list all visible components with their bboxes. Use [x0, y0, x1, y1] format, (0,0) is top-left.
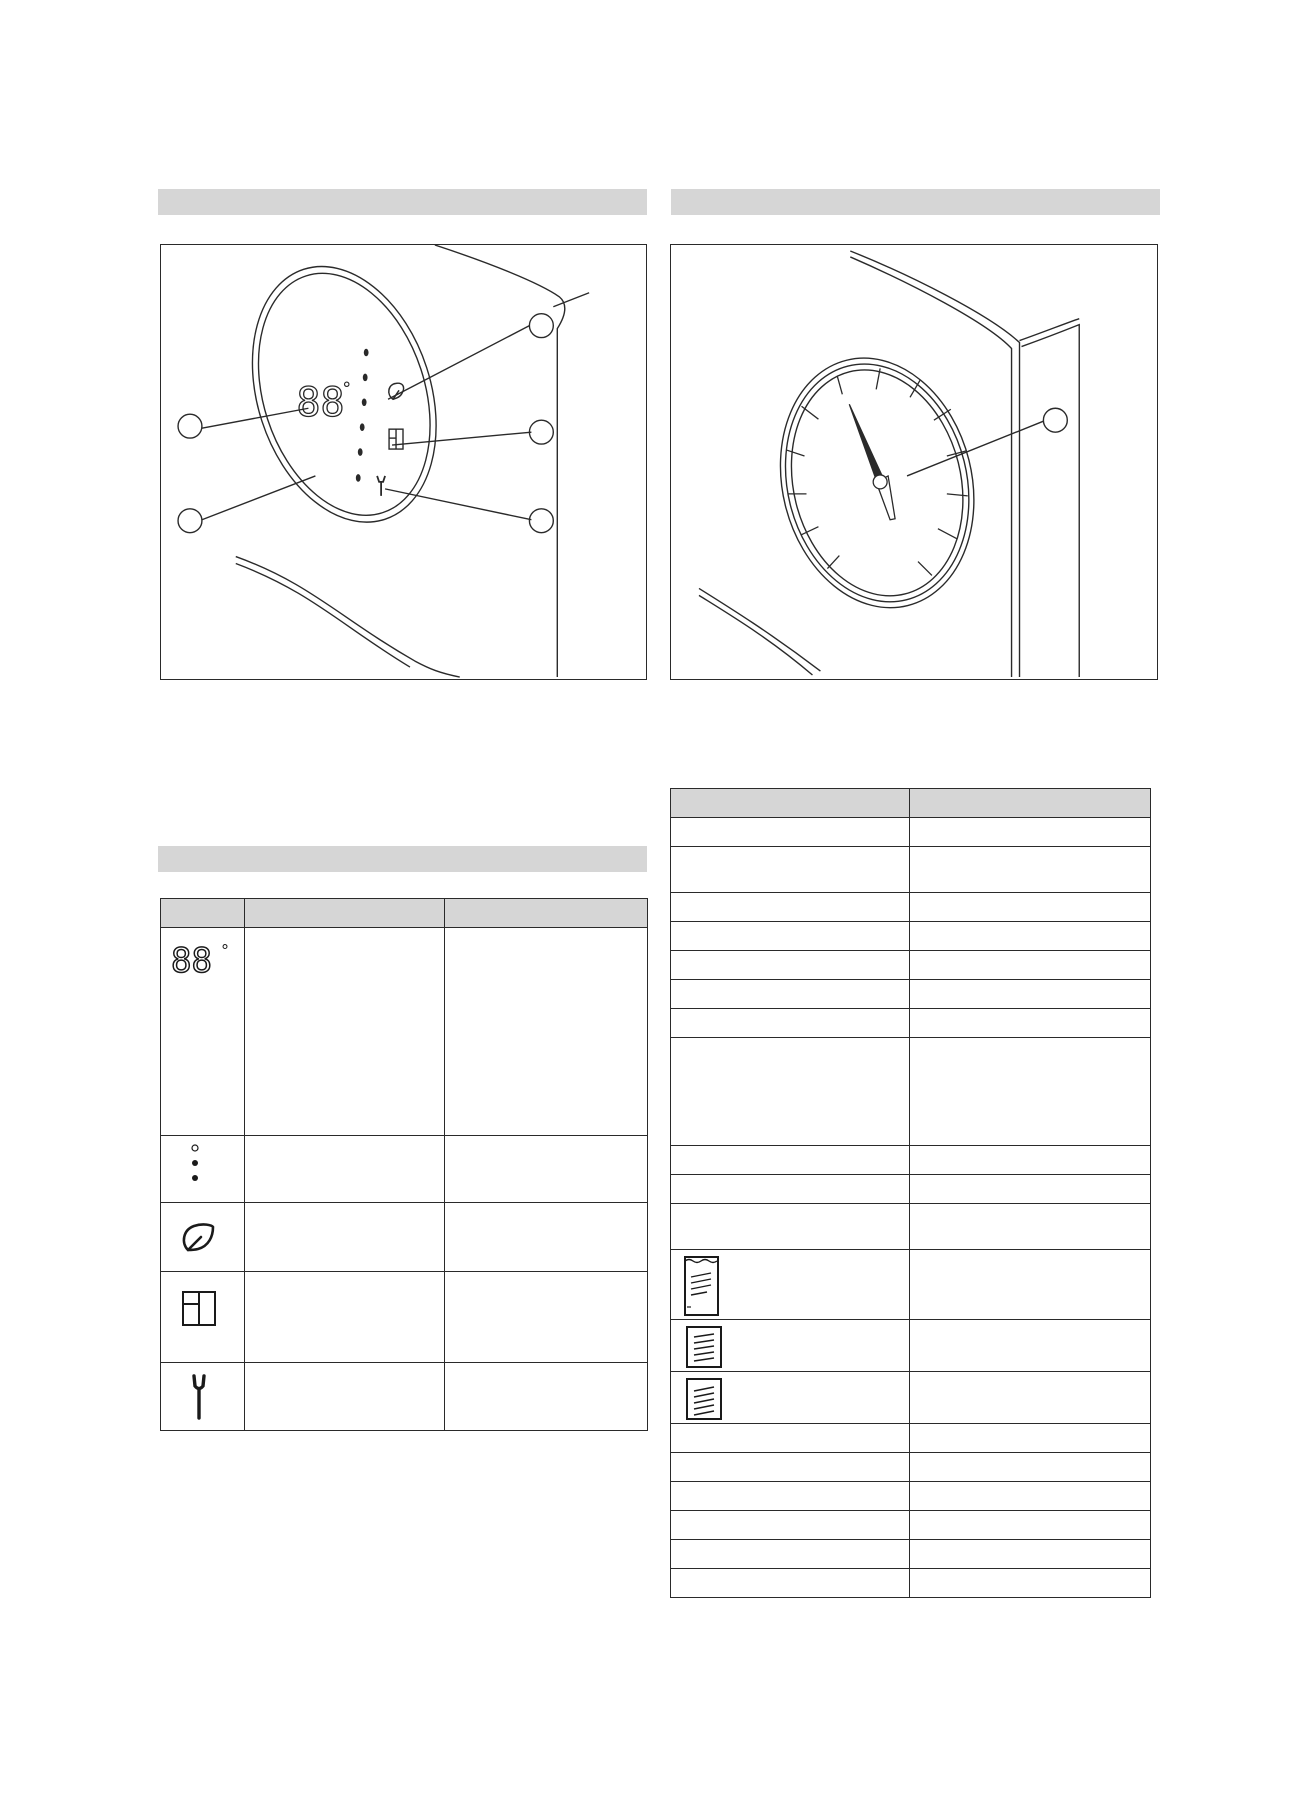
table-row [161, 1363, 648, 1431]
table-cell [910, 1482, 1151, 1511]
table-row [671, 1453, 1151, 1482]
callout-circle-gauge [1043, 408, 1067, 432]
segment-display-icon [161, 928, 245, 988]
tank-water-icon [677, 1251, 737, 1319]
table-cell [671, 1453, 910, 1482]
wrench-icon [377, 476, 385, 496]
table-row [671, 1204, 1151, 1250]
legend-table [160, 898, 648, 1431]
table-row [671, 1009, 1151, 1038]
table-cell [910, 1204, 1151, 1250]
legend-header-cell [161, 899, 245, 928]
figure-control-panel [160, 244, 647, 680]
wrench-icon [161, 1363, 245, 1431]
indicator-dot [356, 474, 361, 482]
callout-circle-book [529, 420, 553, 444]
table-row [671, 1320, 1151, 1372]
table-row [671, 847, 1151, 893]
callout-circle-dot [178, 509, 202, 533]
leader-line-wrench [385, 489, 531, 520]
table-cell [671, 1482, 910, 1511]
leaf-icon [389, 383, 404, 399]
section-header-bar-left-top [158, 189, 647, 215]
table-row [671, 1175, 1151, 1204]
booklet-icon [161, 1272, 245, 1362]
legend-cell [245, 928, 445, 1136]
table-row [671, 980, 1151, 1009]
legend-cell [445, 1272, 648, 1363]
gauge-needle [849, 404, 895, 519]
legend-cell [445, 1363, 648, 1431]
segment-display-digits: 88 [171, 941, 212, 981]
table-row [671, 1482, 1151, 1511]
table-cell [671, 1540, 910, 1569]
housing-side-line-top [1020, 319, 1080, 341]
housing-side-line [1022, 325, 1080, 677]
display-degree: ° [342, 378, 352, 400]
dots-icon [161, 1136, 245, 1196]
table-row [671, 1424, 1151, 1453]
callout-circle-eco [529, 314, 553, 338]
housing-edge-line [435, 245, 565, 677]
housing-curve-line [236, 557, 460, 677]
table-cell [671, 1146, 910, 1175]
table-row [671, 1250, 1151, 1320]
leader-line-gauge [907, 421, 1043, 476]
legend-cell [445, 1203, 648, 1272]
section-header-bar-right-top [671, 189, 1160, 215]
table-cell [910, 1569, 1151, 1598]
leader-line-digits [202, 408, 309, 428]
table-cell [671, 1424, 910, 1453]
table-cell [910, 1453, 1151, 1482]
segment-display-degree: ° [221, 941, 229, 960]
table-row [671, 893, 1151, 922]
table-cell [671, 1569, 910, 1598]
table-cell [671, 893, 910, 922]
legend-icon-cell [161, 1136, 245, 1203]
indicator-dot [362, 398, 367, 406]
legend-icon-cell [161, 1272, 245, 1363]
table-cell [910, 1146, 1151, 1175]
indicator-dot [358, 448, 363, 456]
heating-lines-icon [677, 1321, 737, 1373]
housing-detail-line [553, 293, 589, 307]
legend-icon-cell [161, 1363, 245, 1431]
table-row [671, 1511, 1151, 1540]
table-cell [671, 1038, 910, 1146]
table-cell [910, 1540, 1151, 1569]
table-cell [910, 980, 1151, 1009]
table-icon-cell [671, 1250, 910, 1320]
display-digits: 88 [296, 380, 345, 427]
legend-cell [245, 1363, 445, 1431]
table-row [161, 1136, 648, 1203]
callout-circle-digits [178, 414, 202, 438]
leader-line-dot [202, 476, 315, 520]
indicator-dot [363, 374, 368, 382]
leader-line-book [392, 432, 531, 445]
table-cell [910, 1320, 1151, 1372]
leader-line-eco [388, 326, 529, 400]
table-row [671, 1372, 1151, 1424]
table-cell [671, 847, 910, 893]
legend-header-cell [445, 899, 648, 928]
table-row [161, 928, 648, 1136]
booklet-icon [389, 429, 403, 449]
table-cell [910, 1424, 1151, 1453]
table-cell [910, 1009, 1151, 1038]
table-cell [671, 951, 910, 980]
legend-cell [245, 1203, 445, 1272]
table-cell [671, 1175, 910, 1204]
housing-curve-line-inner [699, 595, 812, 675]
table-cell [671, 980, 910, 1009]
gauge-panel-illustration [671, 245, 1157, 679]
status-header-cell [671, 789, 910, 818]
heating-lines-alt-icon [677, 1373, 737, 1425]
status-table [670, 788, 1151, 1598]
table-cell [671, 922, 910, 951]
section-header-bar-left-bottom [158, 846, 647, 872]
legend-header-cell [245, 899, 445, 928]
indicator-dot [360, 423, 365, 431]
housing-curve-line [699, 588, 820, 671]
table-cell [910, 1175, 1151, 1204]
legend-icon-cell [161, 928, 245, 1136]
table-cell [910, 847, 1151, 893]
table-row [161, 1272, 648, 1363]
legend-cell [245, 1136, 445, 1203]
table-icon-cell [671, 1372, 910, 1424]
table-row [161, 1203, 648, 1272]
table-cell [910, 893, 1151, 922]
table-cell [671, 818, 910, 847]
table-cell [910, 922, 1151, 951]
table-cell [910, 951, 1151, 980]
table-row [671, 951, 1151, 980]
figure-gauge-panel [670, 244, 1158, 680]
legend-table-header [161, 899, 648, 928]
legend-icon-cell [161, 1203, 245, 1272]
legend-cell [445, 1136, 648, 1203]
legend-cell [445, 928, 648, 1136]
status-header-cell [910, 789, 1151, 818]
table-row [671, 922, 1151, 951]
table-cell [910, 1511, 1151, 1540]
table-cell [910, 1372, 1151, 1424]
table-cell [671, 1511, 910, 1540]
table-row [671, 1146, 1151, 1175]
status-table-header [671, 789, 1151, 818]
table-cell [910, 818, 1151, 847]
table-cell [671, 1204, 910, 1250]
legend-cell [245, 1272, 445, 1363]
callout-circle-wrench [529, 509, 553, 533]
table-row [671, 1569, 1151, 1598]
table-cell [671, 1009, 910, 1038]
table-icon-cell [671, 1320, 910, 1372]
table-row [671, 818, 1151, 847]
leaf-icon [161, 1203, 245, 1271]
control-panel-illustration [161, 245, 646, 679]
table-row [671, 1540, 1151, 1569]
table-cell [910, 1250, 1151, 1320]
indicator-dot [364, 349, 369, 357]
table-cell [910, 1038, 1151, 1146]
table-row [671, 1038, 1151, 1146]
housing-curve-line-inner [236, 564, 410, 668]
